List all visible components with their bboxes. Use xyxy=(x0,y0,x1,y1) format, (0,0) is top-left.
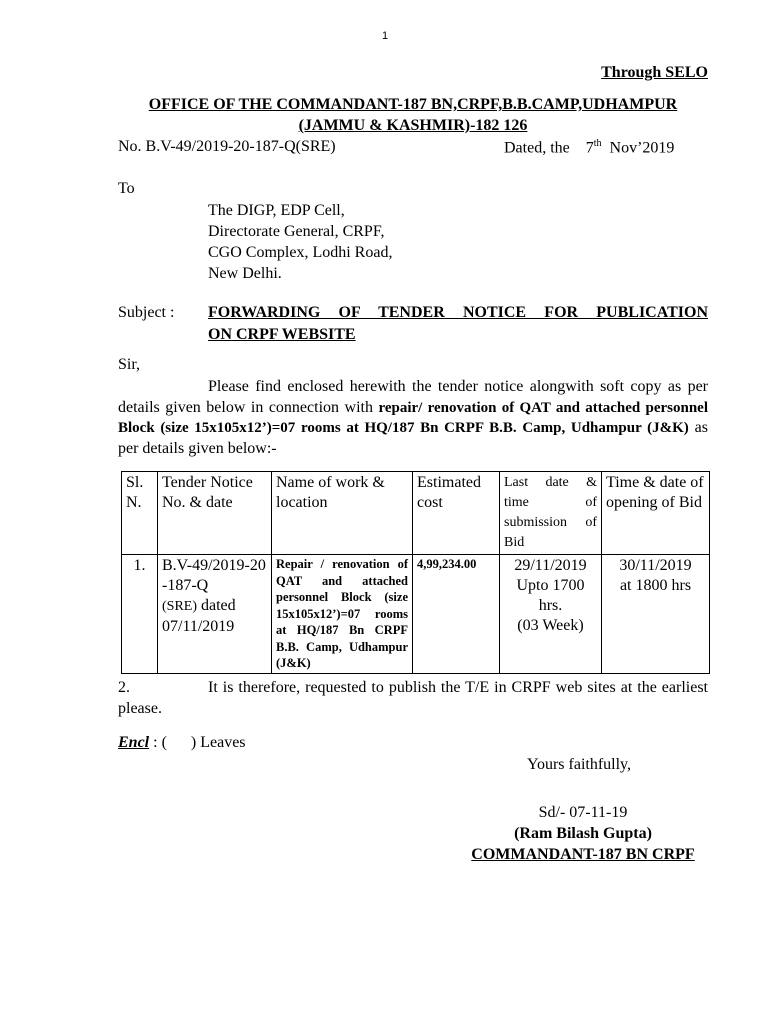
row-tender-number: B.V-49/2019-20 -187-Q xyxy=(162,557,266,594)
page-number: 1 xyxy=(381,30,389,42)
office-heading-line1: OFFICE OF THE COMMANDANT-187 BN,CRPF,B.B.CAMP,UDHAMPUR xyxy=(148,96,678,113)
body-outro: as per details given below:- xyxy=(118,419,708,457)
request-paragraph xyxy=(118,678,708,719)
row-tender-date: 07/11/2019 xyxy=(162,618,235,635)
row-last-date xyxy=(500,555,602,674)
date-day: 7 xyxy=(585,139,594,157)
signature-sd: Sd/- 07-11-19 xyxy=(538,804,628,821)
reference-number: No. B.V-49/2019-20-187-Q(SRE) xyxy=(118,138,336,155)
para2-text: It is therefore, requested to publish the T/E in CRPF web sites at the earliest please. xyxy=(118,679,708,717)
header-tender-notice: Tender Notice No. & date xyxy=(158,472,272,555)
row-name-of-work: Repair / renovation of QAT and attached personnel Block (size 15x105x12’)=07 rooms at HQ/187 Bn CRPF B.B. Camp, Udhampur (J&K) xyxy=(272,555,413,674)
header-opening: Time & date of opening of Bid xyxy=(602,472,710,555)
para2-number: 2. xyxy=(118,679,130,696)
routing-note: Through SELO xyxy=(601,64,708,81)
header-estimated-cost: Estimated cost xyxy=(413,472,500,555)
body-paragraph xyxy=(118,377,708,459)
addressee-line: CGO Complex, Lodhi Road, xyxy=(208,244,393,261)
row-tender-sre: (SRE) xyxy=(162,599,197,614)
signature-designation: COMMANDANT-187 BN CRPF xyxy=(471,846,695,863)
header-last-date: Last date & time of submission of Bid xyxy=(500,472,602,555)
row-tender-dated: dated xyxy=(201,597,236,614)
enclosure-text: : ( ) Leaves xyxy=(153,734,246,751)
dated-label: Dated, the xyxy=(504,139,570,157)
header-name-of-work: Name of work & location xyxy=(272,472,413,555)
reference-date xyxy=(504,138,674,157)
enclosure-line xyxy=(118,734,246,752)
addressee-line: New Delhi. xyxy=(208,265,282,282)
row-last-date-value: 29/11/2019 xyxy=(514,557,587,574)
row-opening-time: at 1800 hrs xyxy=(619,577,692,594)
row-duration: (03 Week) xyxy=(517,617,584,634)
date-day-suffix: th xyxy=(593,138,602,149)
subject-line1: FORWARDING OF TENDER NOTICE FOR PUBLICATION xyxy=(208,304,708,321)
enclosure-label: Encl xyxy=(118,734,150,751)
row-sl: 1. xyxy=(122,555,158,674)
office-heading-line2: (JAMMU & KASHMIR)-182 126 xyxy=(298,117,528,134)
body-intro: Please find enclosed herewith the tender notice alongwith soft copy as per details given below in connection with xyxy=(118,378,708,416)
row-tender-notice xyxy=(158,555,272,674)
signature-name: (Ram Bilash Gupta) xyxy=(514,825,652,842)
row-last-time: Upto 1700 hrs. xyxy=(516,577,585,614)
row-opening-date: 30/11/2019 xyxy=(619,557,692,574)
header-sl: Sl. N. xyxy=(122,472,158,555)
to-label: To xyxy=(118,180,135,197)
row-opening xyxy=(602,555,710,674)
table-header-row xyxy=(122,472,710,555)
date-month-year: Nov’2019 xyxy=(609,139,675,157)
closing: Yours faithfully, xyxy=(527,756,632,773)
tender-table xyxy=(121,471,710,674)
table-row xyxy=(122,555,710,674)
addressee-line: Directorate General, CRPF, xyxy=(208,223,385,240)
row-estimated-cost: 4,99,234.00 xyxy=(413,555,500,674)
subject-line2: ON CRPF WEBSITE xyxy=(208,326,356,343)
salutation: Sir, xyxy=(118,356,141,373)
body-work-description: repair/ renovation of QAT and attached personnel Block (size 15x105x12’)=07 rooms at HQ/187 Bn CRPF B.B. Camp, Udhampur (J&K) xyxy=(118,399,708,436)
addressee-line: The DIGP, EDP Cell, xyxy=(208,202,345,219)
subject-label: Subject : xyxy=(118,304,175,321)
